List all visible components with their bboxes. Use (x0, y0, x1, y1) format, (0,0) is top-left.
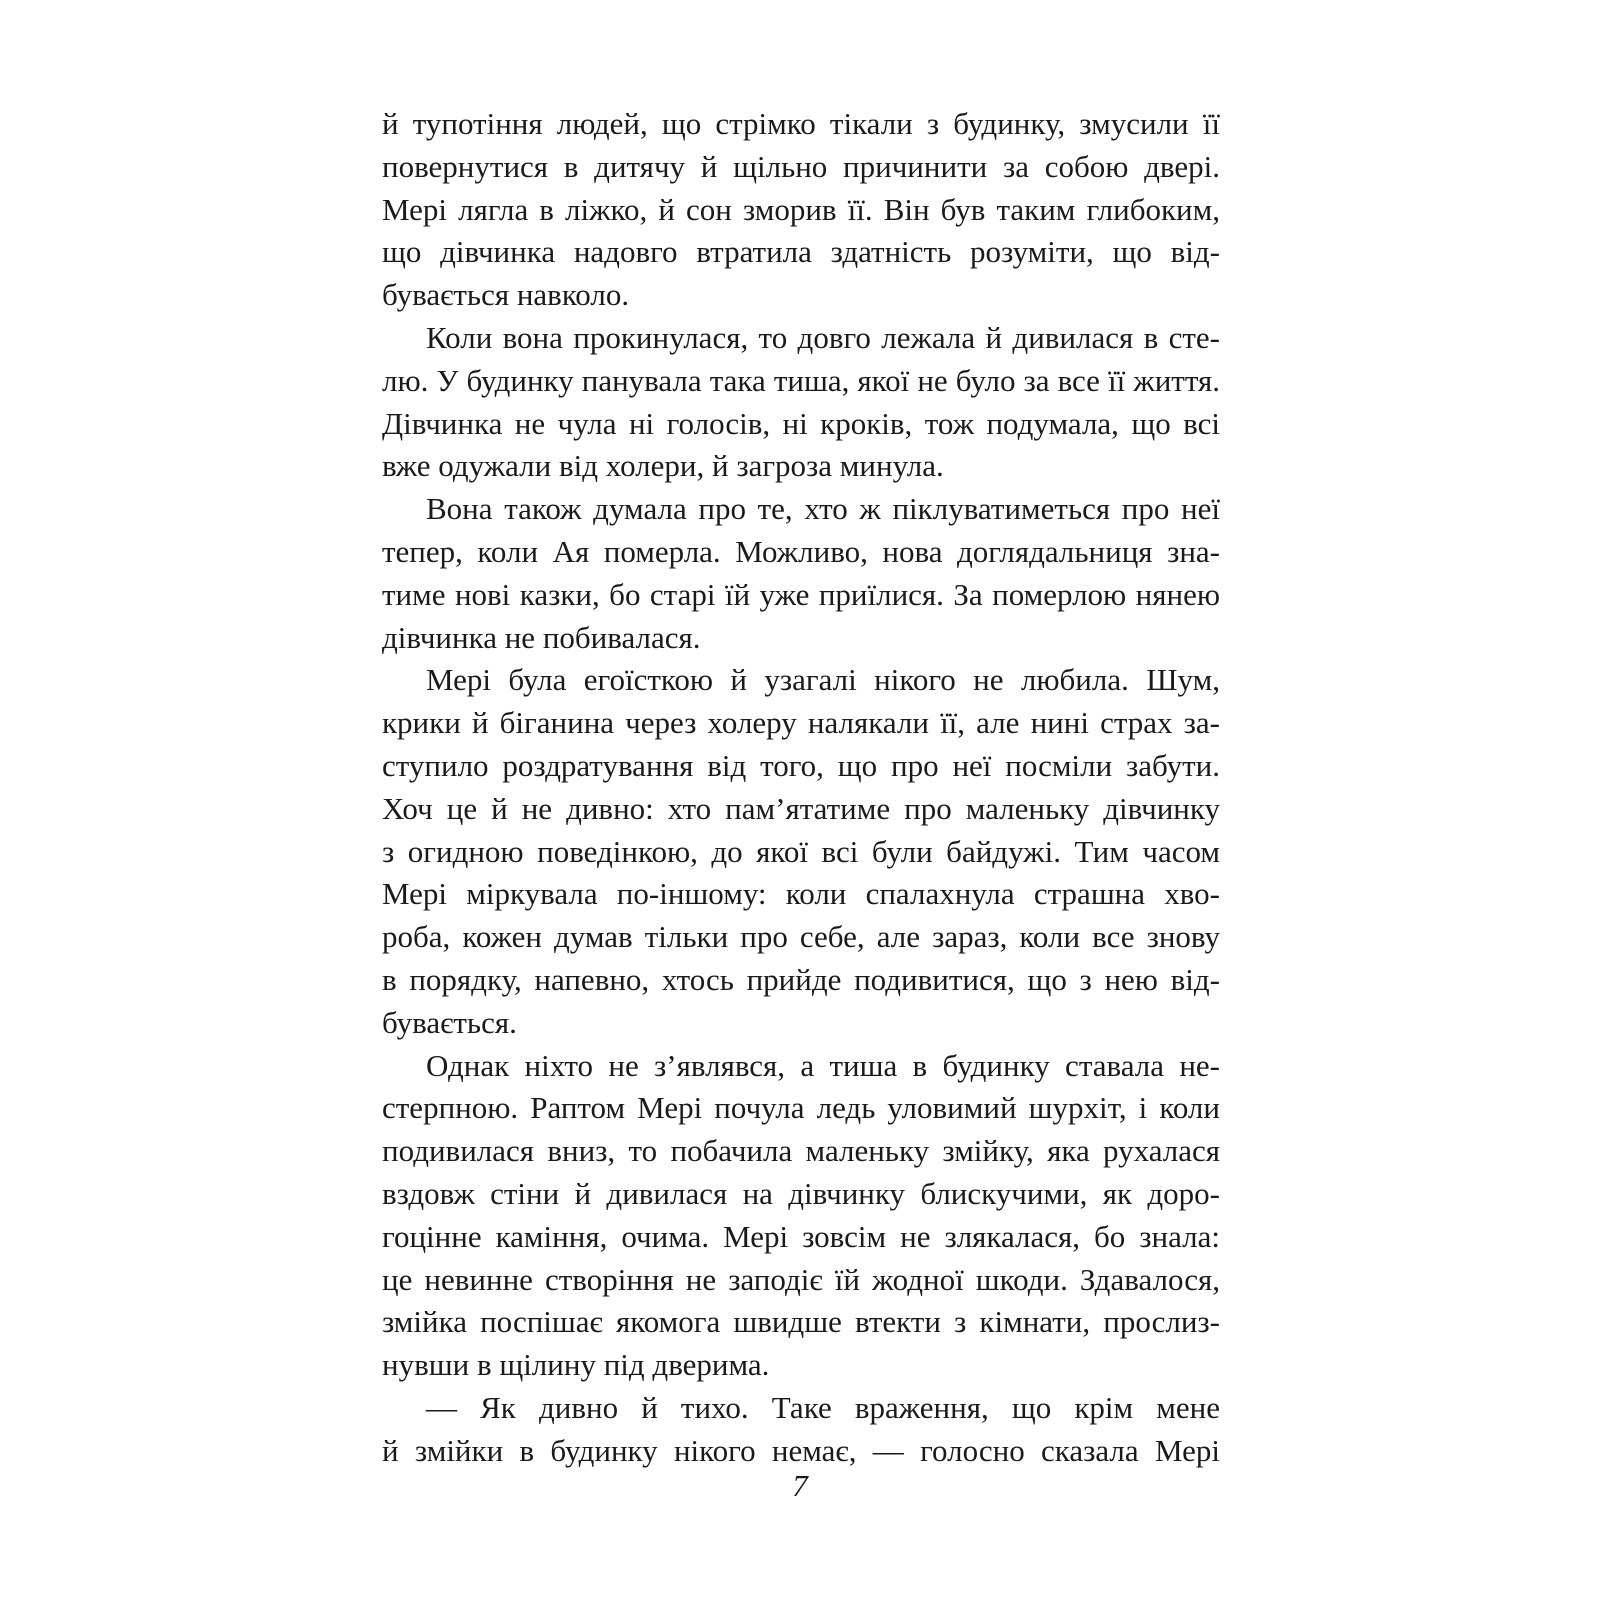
paragraph (382, 317, 1220, 488)
text-line: подивилася вниз, то побачила маленьку змійку, яка рухалася (382, 1133, 1220, 1169)
text-line: Однак ніхто не з’являвся, а тиша в будинку ставала не- (426, 1047, 1220, 1083)
paragraph (382, 1045, 1220, 1387)
text-line: що дівчинка надовго втратила здатність розуміти, що від- (382, 234, 1220, 270)
text-line: стерпною. Раптом Мері почула ледь уловимий шурхіт, і коли (382, 1090, 1220, 1126)
text-line: вже одужали від холери, й загроза минула. (382, 448, 944, 484)
text-line: крики й біганина через холеру налякали її, але нині страх за- (382, 705, 1220, 741)
text-line: вздовж стіни й дивилася на дівчинку блискучими, як доро- (382, 1175, 1220, 1211)
text-line: дівчинка не побивалася. (382, 619, 701, 655)
text-line: тиме нові казки, бо старі їй уже приїлися. За померлою нянею (382, 576, 1220, 612)
paragraph (382, 103, 1220, 317)
text-line: роба, кожен думав тільки про себе, але зараз, коли все знову (382, 919, 1220, 955)
text-line: й змійки в будинку нікого немає, — голосно сказала Мері (382, 1432, 1220, 1468)
text-line: Мері лягла в ліжко, й сон зморив її. Він був таким глибоким, (382, 191, 1220, 227)
text-line: Дівчинка не чула ні голосів, ні кроків, тож подумала, що всі (382, 405, 1220, 441)
text-line: Коли вона прокинулася, то довго лежала й дивилася в сте- (426, 319, 1220, 355)
text-line: Мері міркувала по-іншому: коли спалахнула страшна хво- (382, 876, 1220, 912)
page-number: 7 (792, 1468, 808, 1503)
paragraph (382, 1387, 1220, 1473)
text-line: в порядку, напевно, хтось прийде подивитися, що з нею від- (382, 961, 1220, 997)
paragraph (382, 488, 1220, 659)
body-text (382, 103, 1220, 1473)
text-line: Вона також думала про те, хто ж піклуватиметься про неї (426, 491, 1220, 527)
text-line: ступило роздратування від того, що про неї посміли забути. (382, 747, 1220, 783)
text-line: змійка поспішає якомога швидше втекти з кімнати, прослиз- (382, 1304, 1220, 1340)
text-line: Хоч це й не дивно: хто пам’ятатиме про маленьку дівчинку (382, 790, 1220, 826)
text-line: — Як дивно й тихо. Таке враження, що крім мене (426, 1389, 1220, 1425)
text-line: бувається. (382, 1004, 517, 1040)
text-line: нувши в щілину під дверима. (382, 1347, 770, 1383)
paragraph (382, 659, 1220, 1044)
text-line: це невинне створіння не заподіє їй жодної шкоди. Здавалося, (382, 1261, 1220, 1297)
text-line: бувається навколо. (382, 277, 630, 313)
text-line: тепер, коли Ая померла. Можливо, нова доглядальниця зна- (382, 533, 1220, 569)
text-line: й тупотіння людей, що стрімко тікали з будинку, змусили її (382, 106, 1220, 141)
text-line: Мері була егоїсткою й узагалі нікого не любила. Шум, (426, 662, 1220, 698)
text-line: лю. У будинку панувала така тиша, якої не було за все її життя. (382, 362, 1220, 398)
text-line: повернутися в дитячу й щільно причинити за собою двері. (382, 148, 1220, 184)
text-line: гоцінне каміння, очима. Мері зовсім не злякалася, бо знала: (382, 1218, 1220, 1254)
text-line: з огидною поведінкою, до якої всі були байдужі. Тим часом (382, 833, 1220, 869)
